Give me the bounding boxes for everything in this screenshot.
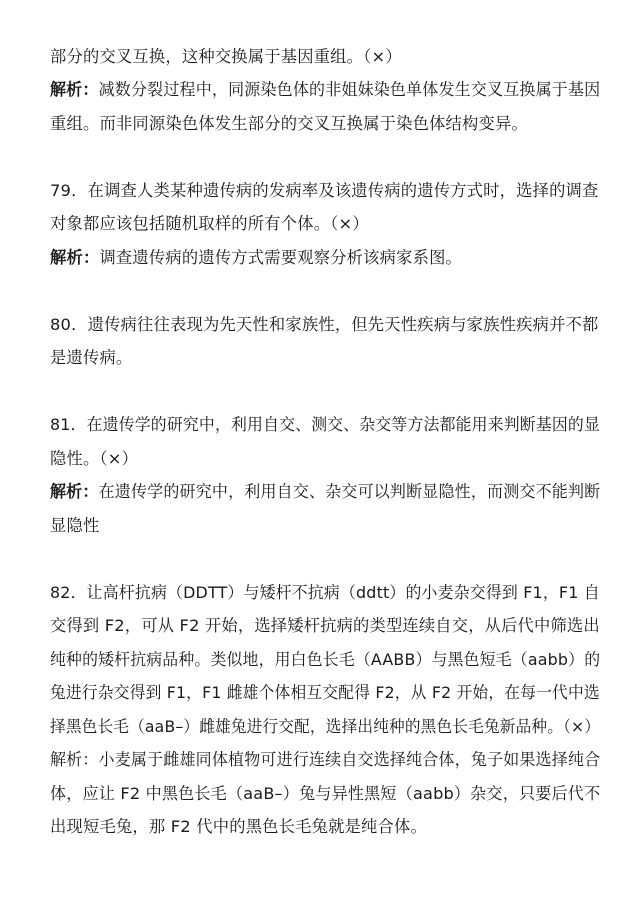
q80-line-1: 80．遗传病往往表现为先天性和家族性，但先天性疾病与家族性疾病并不都: [50, 315, 599, 334]
q82-analysis-line-3: 出现短毛兔，那 F2 代中的黑色长毛兔就是纯合体。: [50, 817, 427, 836]
analysis-label: 解析：: [50, 482, 99, 501]
q79-line-2: 对象都应该包括随机取样的所有个体。（×）: [50, 214, 369, 233]
q82-line-2: 交得到 F2，可从 F2 开始，选择矮杆抗病的类型连续自交，从后代中筛选出: [50, 616, 600, 635]
q79-analysis-line-1: [50, 247, 462, 269]
q81-analysis-line-2: 显隐性: [50, 516, 100, 535]
analysis-text: 调查遗传病的遗传方式需要观察分析该病家系图。: [99, 248, 463, 267]
analysis-label: 解析：: [50, 248, 100, 267]
q81-line-1: 81．在遗传学的研究中，利用自交、测交、杂交等方法都能用来判断基因的显: [50, 415, 601, 434]
q82-line-3: 纯种的矮杆抗病品种。类似地，用白色长毛（AABB）与黑色短毛（aabb）的: [50, 650, 601, 669]
analysis-text: 减数分裂过程中，同源染色体的非姐妹染色单体发生交叉互换属于基因: [98, 80, 601, 99]
q81-analysis-line-1: [50, 481, 600, 503]
intro-analysis-line-1: [50, 79, 600, 101]
q82-line-4: 兔进行杂交得到 F1，F1 雌雄个体相互交配得 F2，从 F2 开始，在每一代中选: [50, 683, 600, 702]
q82-line-5: 择黑色长毛（aaB–）雌雄兔进行交配，选择出纯种的黑色长毛兔新品种。（×）: [50, 717, 601, 736]
q79-line-1: 79．在调查人类某种遗传病的发病率及该遗传病的遗传方式时，选择的调查: [50, 181, 599, 200]
q82-analysis-line-2: 体，应让 F2 中黑色长毛（aaB–）兔与异性黑短（aabb）杂交，只要后代不: [50, 784, 601, 803]
q81-line-2: 隐性。（×）: [50, 449, 139, 468]
intro-line-1: 部分的交叉互换，这种交换属于基因重组。（×）: [50, 47, 402, 66]
q82-analysis-line-1: 解析：小麦属于雌雄同体植物可进行连续自交选择纯合体，兔子如果选择纯合: [50, 750, 601, 769]
intro-analysis-line-2: 重组。而非同源染色体发生部分的交叉互换属于染色体结构变异。: [50, 114, 528, 133]
analysis-text: 在遗传学的研究中，利用自交、杂交可以判断显隐性，而测交不能判断: [98, 482, 601, 501]
q80-line-2: 是遗传病。: [50, 348, 133, 367]
analysis-label: 解析：: [50, 80, 99, 99]
q82-line-1: 82．让高杆抗病（DDTT）与矮杆不抗病（ddtt）的小麦杂交得到 F1，F1 自: [50, 583, 600, 602]
